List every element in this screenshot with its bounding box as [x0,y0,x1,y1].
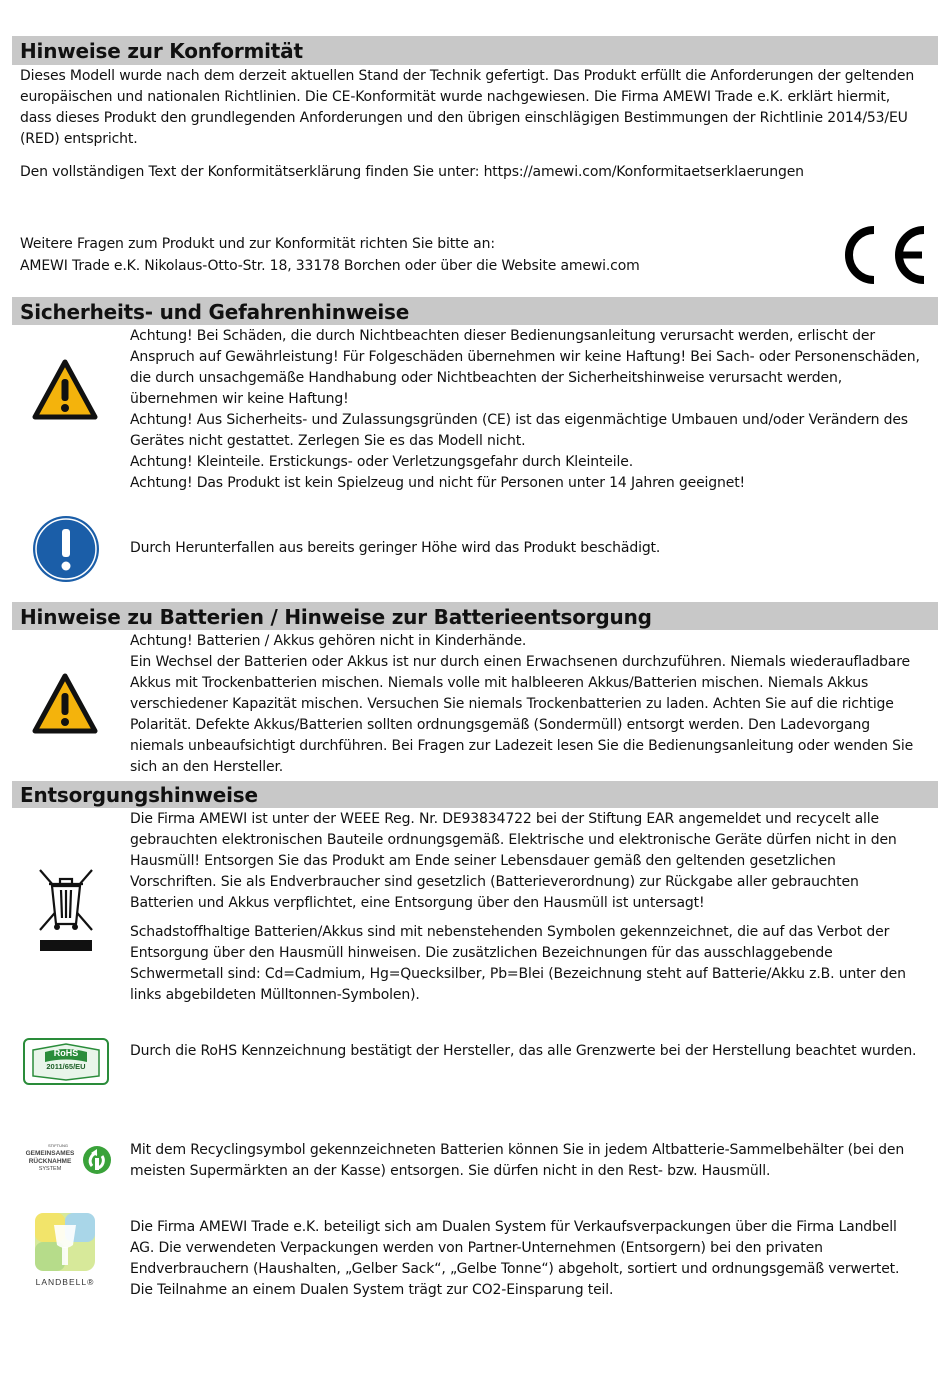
grs-logo-line2: RÜCKNAHME [28,1158,72,1165]
rohs-logo [23,1038,109,1085]
safety-warnings [130,326,930,494]
grs-logo-line3: SYSTEM [38,1166,62,1172]
landbell-logo-text: LANDBELL® [35,1277,95,1287]
warning-triangle-icon [32,359,98,421]
section-header-batteries [12,602,938,630]
mandatory-exclamation-icon [32,515,100,583]
warning-prefix: Achtung! [130,475,193,491]
section-title: Hinweise zu Batterien / Hinweise zur Batterieentsorgung [20,605,652,629]
crossed-bin-icon [34,866,98,956]
grs-paragraph: Mit dem Recyclingsymbol gekennzeichneten Batterien können Sie in jedem Altbatterie-Sammelbehälter (bei den meisten Supermärkten an der Kasse) entsorgen. Sie dürfen nicht in den Rest- bzw. Hausmüll. [130,1142,905,1179]
heavy-metal-paragraph: Schadstoffhaltige Batterien/Akkus sind mit nebenstehenden Symbolen gekennzeichnet, die auf das Verbot der Entsorgung über den Hausmüll hinweisen. Die zusätzlichen Bezeichnungen für das ausschlaggebende Schwermetall sind: Cd=Cadmium, Hg=Quecksilber, Pb=Blei (Bezeichnung steht auf Batterie/Akku z.B. unter den links abgebildeten Mülltonnen-Symbolen). [130,924,906,1003]
section-title: Sicherheits- und Gefahrenhinweise [20,300,410,324]
grs-logo-small: STIFTUNG [48,1143,68,1148]
section-header-conformity [12,36,938,65]
contact-line-2: AMEWI Trade e.K. Nikolaus-Otto-Str. 18, 33178 Borchen oder über die Website amewi.com [20,258,640,274]
grs-logo-line1: GEMEINSAMES [25,1150,75,1157]
battery-body: Ein Wechsel der Batterien oder Akkus ist nur durch einen Erwachsenen durchzuführen. Niemals wiederaufladbare Akkus mit Trockenbatterien mischen. Niemals volle mit halbleeren Akkus/Batterien mischen. Niemals Akkus verschiedener Kapazität mischen. Versuchen Sie niemals Trockenbatterien zu laden. Achten Sie auf die richtige Polarität. Defekte Akkus/Batterien sollten ordnungsgemäß (Sondermüll) entsorgt werden. Den Ladevorgang niemals unbeaufsichtigt durchführen. Bei Fragen zur Ladezeit lesen Sie die Bedienungsanleitung oder wenden Sie sich an den Hersteller. [130,654,914,775]
section-title: Hinweise zur Konformität [20,39,303,63]
rohs-logo-text: RoHS [53,1048,79,1058]
grs-logo [18,1143,114,1179]
drop-note: Durch Herunterfallen aus bereits geringer Höhe wird das Produkt beschädigt. [130,540,661,556]
section-header-disposal [12,781,938,808]
warning-prefix: Achtung! [130,412,193,428]
warning-prefix: Achtung! [130,454,193,470]
rohs-logo-directive: 2011/65/EU [46,1062,86,1071]
warning-text: Das Produkt ist kein Spielzeug und nicht für Personen unter 14 Jahren geeignet! [192,475,746,491]
contact-line-1: Weitere Fragen zum Produkt und zur Konformität richten Sie bitte an: [20,236,495,252]
warning-item [130,452,930,473]
warning-item [130,473,930,494]
warning-text: Aus Sicherheits- und Zulassungsgründen (CE) ist das eigenmächtige Umbauen und/oder Verändern des Gerätes nicht gestattet. Zerlegen Sie es das Modell nicht. [130,412,908,449]
landbell-paragraph: Die Firma AMEWI Trade e.K. beteiligt sich am Dualen System für Verkaufsverpackungen über die Firma Landbell AG. Die verwendeten Verpackungen werden von Partner-Unternehmen (Entsorgern) bei den privaten Endverbrauchern (Haushalten, „Gelber Sack“, „Gelbe Tonne“) abgeholt, sortiert und ordnungsgemäß verwertet. Die Teilnahme an einem Dualen System trägt zur CO2-Einsparung teil. [130,1219,900,1298]
section-header-safety [12,297,938,325]
warning-text: Kleinteile. Erstickungs- oder Verletzungsgefahr durch Kleinteile. [192,454,634,470]
weee-paragraph: Die Firma AMEWI ist unter der WEEE Reg. Nr. DE93834722 bei der Stiftung EAR angemeldet und recycelt alle gebrauchten elektronischen Bauteile ordnungsgemäß. Elektrische und elektronische Geräte dürfen nicht in den Hausmüll! Entsorgen Sie das Produkt am Ende seiner Lebensdauer gemäß den geltenden gesetzlichen Vorschriften. Sie als Endverbraucher sind gesetzlich (Batterieverordnung) zur Rückgabe aller gebrauchten Batterien und Akkus verpflichtet, eine Entsorgung über den Hausmüll ist untersagt! [130,811,897,911]
conformity-url-paragraph: Den vollständigen Text der Konformitätserklärung finden Sie unter: https://amewi.com/Konformitaetserklaerungen [20,164,804,180]
warning-text: Batterien / Akkus gehören nicht in Kinderhände. [192,633,527,649]
warning-triangle-icon [32,673,98,735]
warning-prefix: Achtung! [130,633,193,649]
battery-notes [130,631,920,778]
warning-prefix: Achtung! [130,328,193,344]
rohs-paragraph: Durch die RoHS Kennzeichnung bestätigt der Hersteller, das alle Grenzwerte bei der Herstellung beachtet wurden. [130,1043,917,1059]
recycling-icon [82,1144,112,1176]
warning-item [130,326,930,410]
warning-item [130,410,930,452]
conformity-paragraph: Dieses Modell wurde nach dem derzeit aktuellen Stand der Technik gefertigt. Das Produkt erfüllt die Anforderungen der geltenden europäischen und nationalen Richtlinien. Die CE-Konformität wurde nachgewiesen. Die Firma AMEWI Trade e.K. erklärt hiermit, dass dieses Produkt den grundlegenden Anforderungen und den übrigen einschlägigen Bestimmungen der Richtlinie 2014/53/EU (RED) entspricht. [20,68,915,147]
ce-mark-icon [836,222,930,288]
battery-line-1 [130,631,920,652]
landbell-logo [30,1211,100,1293]
warning-text: Bei Schäden, die durch Nichtbeachten dieser Bedienungsanleitung verursacht werden, erlischt der Anspruch auf Gewährleistung! Für Folgeschäden übernehmen wir keine Haftung! Bei Sach- oder Personenschäden, die durch unsachgemäße Handhabung oder Nichtbeachten der Sicherheitshinweise verursacht werden, übernehmen wir keine Haftung! [130,328,920,407]
section-title: Entsorgungshinweise [20,783,258,807]
